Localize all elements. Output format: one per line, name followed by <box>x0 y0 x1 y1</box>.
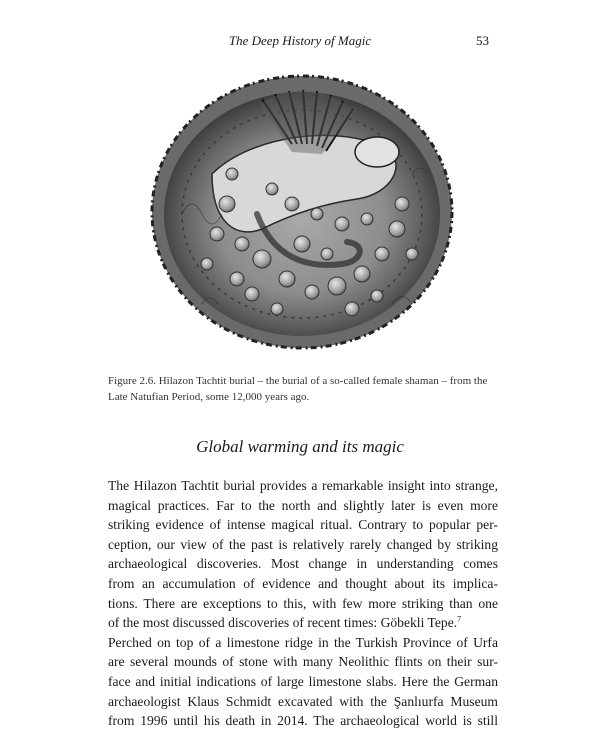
body-line: are several mounds of stone with many Neolithic flints on their sur- <box>108 654 498 670</box>
section-heading: Global warming and its magic <box>196 437 404 456</box>
burial-illustration <box>142 64 460 356</box>
footnote-reference[interactable]: 7 <box>457 614 462 624</box>
body-line: ception, our view of the past is relatively rarely changed by striking <box>108 536 498 552</box>
body-line: from 1996 until his death in 2014. The archaeological world is still <box>108 713 498 729</box>
body-line: Perched on top of a limestone ridge in the Turkish Province of Urfa <box>108 634 498 650</box>
body-line: archaeologist Klaus Schmidt excavated with the Şanlıurfa Museum <box>108 693 498 709</box>
body-paragraph <box>108 476 498 731</box>
body-line-with-footnote <box>108 613 498 633</box>
body-line: face and initial indications of large limestone slabs. Here the German <box>108 673 498 689</box>
body-line: tions. There are exceptions to this, with few more striking than one <box>108 595 498 611</box>
body-line: from an accumulation of evidence and thought about its implica- <box>108 575 498 591</box>
body-line: magical practices. Far to the north and slightly later is even more <box>108 497 498 513</box>
body-line: striking evidence of intense magical ritual. Contrary to popular per- <box>108 517 498 533</box>
page-number: 53 <box>476 33 489 48</box>
burial-drawing-svg <box>142 64 460 356</box>
running-head <box>0 33 600 51</box>
body-line: archaeological discoveries. Most change in understanding comes <box>108 556 498 572</box>
figure-caption: Figure 2.6. Hilazon Tachtit burial – the burial of a so-called female shaman – from the Late Natufian Period, some 12,000 years ago. <box>108 375 488 403</box>
skull <box>355 137 399 167</box>
body-line: The Hilazon Tachtit burial provides a remarkable insight into strange, <box>108 478 498 493</box>
running-head-title: The Deep History of Magic <box>228 33 372 48</box>
body-line-text: of the most discussed discoveries of recent times: Göbekli Tepe. <box>108 615 458 631</box>
